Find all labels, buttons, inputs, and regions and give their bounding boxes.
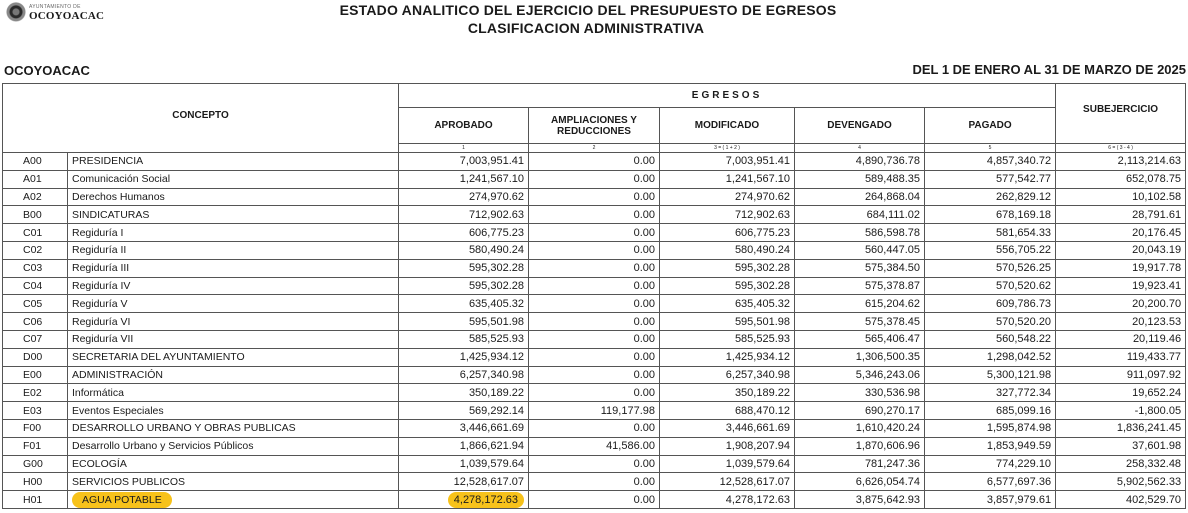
entity-name: OCOYOACAC	[4, 63, 90, 78]
highlighted-concept: AGUA POTABLE	[72, 492, 172, 508]
row-code: C02	[3, 241, 68, 259]
table-row	[3, 437, 1186, 455]
row-code: C07	[3, 330, 68, 348]
table-body	[3, 153, 1186, 509]
cell-ampliaciones: 0.00	[529, 366, 660, 384]
col-index: 2	[529, 144, 660, 153]
cell-modificado: 1,425,934.12	[660, 348, 795, 366]
row-code: E02	[3, 384, 68, 402]
row-code: B00	[3, 206, 68, 224]
cell-subejercicio: 2,113,214.63	[1056, 153, 1186, 171]
cell-ampliaciones: 0.00	[529, 224, 660, 242]
table-row	[3, 241, 1186, 259]
row-concept: Regiduría I	[68, 224, 399, 242]
cell-subejercicio: 20,176.45	[1056, 224, 1186, 242]
cell-modificado: 274,970.62	[660, 188, 795, 206]
cell-ampliaciones: 41,586.00	[529, 437, 660, 455]
cell-subejercicio: 20,123.53	[1056, 313, 1186, 331]
cell-modificado: 635,405.32	[660, 295, 795, 313]
cell-devengado: 575,378.87	[795, 277, 925, 295]
row-concept: Regiduría IV	[68, 277, 399, 295]
cell-subejercicio: 258,332.48	[1056, 455, 1186, 473]
row-concept: Regiduría VII	[68, 330, 399, 348]
cell-devengado: 4,890,736.78	[795, 153, 925, 171]
cell-ampliaciones: 0.00	[529, 277, 660, 295]
cell-pagado: 570,526.25	[925, 259, 1056, 277]
table-row	[3, 455, 1186, 473]
row-code: H01	[3, 491, 68, 509]
cell-ampliaciones: 0.00	[529, 419, 660, 437]
cell-ampliaciones: 0.00	[529, 188, 660, 206]
cell-aprobado: 7,003,951.41	[399, 153, 529, 171]
cell-pagado: 5,300,121.98	[925, 366, 1056, 384]
row-concept: Comunicación Social	[68, 170, 399, 188]
cell-ampliaciones: 0.00	[529, 153, 660, 171]
row-code: C05	[3, 295, 68, 313]
col-header-modificado: MODIFICADO	[660, 108, 795, 144]
cell-modificado: 595,302.28	[660, 277, 795, 295]
report-title: ESTADO ANALITICO DEL EJERCICIO DEL PRESUPUESTO DE EGRESOS	[339, 2, 837, 18]
row-code: F01	[3, 437, 68, 455]
cell-pagado: 685,099.16	[925, 402, 1056, 420]
cell-subejercicio: 20,200.70	[1056, 295, 1186, 313]
cell-pagado: 560,548.22	[925, 330, 1056, 348]
col-header-devengado: DEVENGADO	[795, 108, 925, 144]
cell-ampliaciones: 0.00	[529, 259, 660, 277]
cell-aprobado: 1,866,621.94	[399, 437, 529, 455]
cell-ampliaciones: 0.00	[529, 313, 660, 331]
row-concept: SERVICIOS PUBLICOS	[68, 473, 399, 491]
cell-pagado: 3,857,979.61	[925, 491, 1056, 509]
row-code: C04	[3, 277, 68, 295]
col-index: 1	[399, 144, 529, 153]
col-header-pagado: PAGADO	[925, 108, 1056, 144]
cell-devengado: 575,384.50	[795, 259, 925, 277]
cell-devengado: 330,536.98	[795, 384, 925, 402]
table-row	[3, 224, 1186, 242]
cell-ampliaciones: 0.00	[529, 348, 660, 366]
budget-table	[2, 83, 1186, 509]
cell-ampliaciones: 0.00	[529, 170, 660, 188]
cell-aprobado: 595,302.28	[399, 259, 529, 277]
row-concept: PRESIDENCIA	[68, 153, 399, 171]
table-row	[3, 277, 1186, 295]
row-code: H00	[3, 473, 68, 491]
cell-modificado: 1,039,579.64	[660, 455, 795, 473]
row-concept: Informática	[68, 384, 399, 402]
cell-devengado: 615,204.62	[795, 295, 925, 313]
table-row	[3, 330, 1186, 348]
cell-devengado: 560,447.05	[795, 241, 925, 259]
cell-pagado: 678,169.18	[925, 206, 1056, 224]
cell-modificado: 580,490.24	[660, 241, 795, 259]
cell-pagado: 570,520.62	[925, 277, 1056, 295]
cell-subejercicio: 37,601.98	[1056, 437, 1186, 455]
cell-modificado: 3,446,661.69	[660, 419, 795, 437]
cell-devengado: 565,406.47	[795, 330, 925, 348]
cell-aprobado: 580,490.24	[399, 241, 529, 259]
table-row	[3, 313, 1186, 331]
cell-aprobado: 274,970.62	[399, 188, 529, 206]
cell-subejercicio: -1,800.05	[1056, 402, 1186, 420]
row-concept: SECRETARIA DEL AYUNTAMIENTO	[68, 348, 399, 366]
row-concept: Regiduría VI	[68, 313, 399, 331]
cell-aprobado: 595,302.28	[399, 277, 529, 295]
cell-aprobado: 12,528,617.07	[399, 473, 529, 491]
cell-ampliaciones: 0.00	[529, 491, 660, 509]
table-row	[3, 473, 1186, 491]
cell-pagado: 1,298,042.52	[925, 348, 1056, 366]
concepto-header: CONCEPTO	[3, 84, 399, 153]
row-code: C06	[3, 313, 68, 331]
table-row	[3, 384, 1186, 402]
row-code: A02	[3, 188, 68, 206]
table-row	[3, 188, 1186, 206]
cell-devengado: 3,875,642.93	[795, 491, 925, 509]
cell-subejercicio: 28,791.61	[1056, 206, 1186, 224]
cell-devengado: 5,346,243.06	[795, 366, 925, 384]
cell-ampliaciones: 119,177.98	[529, 402, 660, 420]
col-index: 4	[795, 144, 925, 153]
cell-ampliaciones: 0.00	[529, 384, 660, 402]
cell-devengado: 781,247.36	[795, 455, 925, 473]
cell-devengado: 684,111.02	[795, 206, 925, 224]
row-code: E03	[3, 402, 68, 420]
table-row	[3, 366, 1186, 384]
cell-aprobado	[399, 491, 529, 509]
table-row	[3, 259, 1186, 277]
cell-aprobado: 595,501.98	[399, 313, 529, 331]
col-header-subejercicio: SUBEJERCICIO	[1056, 84, 1186, 144]
cell-modificado: 350,189.22	[660, 384, 795, 402]
cell-ampliaciones: 0.00	[529, 455, 660, 473]
cell-subejercicio: 19,652.24	[1056, 384, 1186, 402]
cell-pagado: 4,857,340.72	[925, 153, 1056, 171]
row-code: G00	[3, 455, 68, 473]
col-index: 3 = ( 1 + 2 )	[660, 144, 795, 153]
cell-ampliaciones: 0.00	[529, 206, 660, 224]
table-row	[3, 348, 1186, 366]
cell-aprobado: 6,257,340.98	[399, 366, 529, 384]
cell-ampliaciones: 0.00	[529, 295, 660, 313]
cell-subejercicio: 911,097.92	[1056, 366, 1186, 384]
cell-pagado: 262,829.12	[925, 188, 1056, 206]
cell-subejercicio: 19,923.41	[1056, 277, 1186, 295]
cell-subejercicio: 402,529.70	[1056, 491, 1186, 509]
table-row	[3, 295, 1186, 313]
logo-name: OCOYOACAC	[29, 10, 105, 22]
cell-pagado: 774,229.10	[925, 455, 1056, 473]
cell-pagado: 327,772.34	[925, 384, 1056, 402]
cell-aprobado: 1,425,934.12	[399, 348, 529, 366]
cell-devengado: 6,626,054.74	[795, 473, 925, 491]
cell-modificado: 1,908,207.94	[660, 437, 795, 455]
cell-aprobado: 635,405.32	[399, 295, 529, 313]
row-concept: Regiduría V	[68, 295, 399, 313]
cell-pagado: 1,595,874.98	[925, 419, 1056, 437]
row-code: C03	[3, 259, 68, 277]
cell-modificado: 6,257,340.98	[660, 366, 795, 384]
cell-modificado: 595,501.98	[660, 313, 795, 331]
row-code: D00	[3, 348, 68, 366]
cell-modificado: 585,525.93	[660, 330, 795, 348]
row-code: A01	[3, 170, 68, 188]
row-code: C01	[3, 224, 68, 242]
row-concept: Derechos Humanos	[68, 188, 399, 206]
cell-modificado: 7,003,951.41	[660, 153, 795, 171]
table-row	[3, 402, 1186, 420]
cell-modificado: 606,775.23	[660, 224, 795, 242]
row-concept: Desarrollo Urbano y Servicios Públicos	[68, 437, 399, 455]
egresos-header: EGRESOS	[399, 84, 1056, 108]
col-index: 5	[925, 144, 1056, 153]
cell-aprobado: 350,189.22	[399, 384, 529, 402]
row-concept: ECOLOGÍA	[68, 455, 399, 473]
cell-subejercicio: 1,836,241.45	[1056, 419, 1186, 437]
cell-aprobado: 1,039,579.64	[399, 455, 529, 473]
cell-subejercicio: 19,917.78	[1056, 259, 1186, 277]
cell-devengado: 586,598.78	[795, 224, 925, 242]
cell-pagado: 581,654.33	[925, 224, 1056, 242]
cell-modificado: 4,278,172.63	[660, 491, 795, 509]
table-row	[3, 170, 1186, 188]
cell-aprobado: 3,446,661.69	[399, 419, 529, 437]
row-concept	[68, 491, 399, 509]
row-code: E00	[3, 366, 68, 384]
table-row	[3, 206, 1186, 224]
cell-aprobado: 712,902.63	[399, 206, 529, 224]
cell-pagado: 556,705.22	[925, 241, 1056, 259]
cell-modificado: 688,470.12	[660, 402, 795, 420]
cell-devengado: 589,488.35	[795, 170, 925, 188]
cell-pagado: 577,542.77	[925, 170, 1056, 188]
cell-devengado: 264,868.04	[795, 188, 925, 206]
cell-devengado: 690,270.17	[795, 402, 925, 420]
logo-small-text: AYUNTAMIENTO DE	[29, 4, 81, 10]
highlighted-value: 4,278,172.63	[448, 492, 524, 508]
cell-ampliaciones: 0.00	[529, 241, 660, 259]
col-index: 6 = ( 3 - 4 )	[1056, 144, 1186, 153]
cell-subejercicio: 10,102.58	[1056, 188, 1186, 206]
cell-ampliaciones: 0.00	[529, 473, 660, 491]
cell-devengado: 1,610,420.24	[795, 419, 925, 437]
row-concept: ADMINISTRACIÓN	[68, 366, 399, 384]
cell-pagado: 6,577,697.36	[925, 473, 1056, 491]
row-concept: SINDICATURAS	[68, 206, 399, 224]
cell-aprobado: 1,241,567.10	[399, 170, 529, 188]
cell-modificado: 12,528,617.07	[660, 473, 795, 491]
cell-modificado: 712,902.63	[660, 206, 795, 224]
cell-aprobado: 569,292.14	[399, 402, 529, 420]
cell-subejercicio: 119,433.77	[1056, 348, 1186, 366]
cell-ampliaciones: 0.00	[529, 330, 660, 348]
col-header-aprobado: APROBADO	[399, 108, 529, 144]
cell-modificado: 595,302.28	[660, 259, 795, 277]
table-row	[3, 491, 1186, 509]
cell-aprobado: 606,775.23	[399, 224, 529, 242]
cell-aprobado: 585,525.93	[399, 330, 529, 348]
cell-pagado: 1,853,949.59	[925, 437, 1056, 455]
col-header-ampliaciones: AMPLIACIONES Y REDUCCIONES	[529, 108, 660, 144]
cell-pagado: 609,786.73	[925, 295, 1056, 313]
cell-subejercicio: 652,078.75	[1056, 170, 1186, 188]
cell-subejercicio: 20,119.46	[1056, 330, 1186, 348]
row-code: F00	[3, 419, 68, 437]
cell-devengado: 1,306,500.35	[795, 348, 925, 366]
row-concept: Regiduría III	[68, 259, 399, 277]
cell-modificado: 1,241,567.10	[660, 170, 795, 188]
table-row	[3, 153, 1186, 171]
cell-subejercicio: 5,902,562.33	[1056, 473, 1186, 491]
cell-devengado: 575,378.45	[795, 313, 925, 331]
report-period: DEL 1 DE ENERO AL 31 DE MARZO DE 2025	[912, 62, 1186, 77]
row-code: A00	[3, 153, 68, 171]
cell-subejercicio: 20,043.19	[1056, 241, 1186, 259]
row-concept: Regiduría II	[68, 241, 399, 259]
table-row	[3, 419, 1186, 437]
row-concept: Eventos Especiales	[68, 402, 399, 420]
row-concept: DESARROLLO URBANO Y OBRAS PUBLICAS	[68, 419, 399, 437]
report-subtitle: CLASIFICACION ADMINISTRATIVA	[467, 20, 705, 36]
cell-pagado: 570,520.20	[925, 313, 1056, 331]
cell-devengado: 1,870,606.96	[795, 437, 925, 455]
